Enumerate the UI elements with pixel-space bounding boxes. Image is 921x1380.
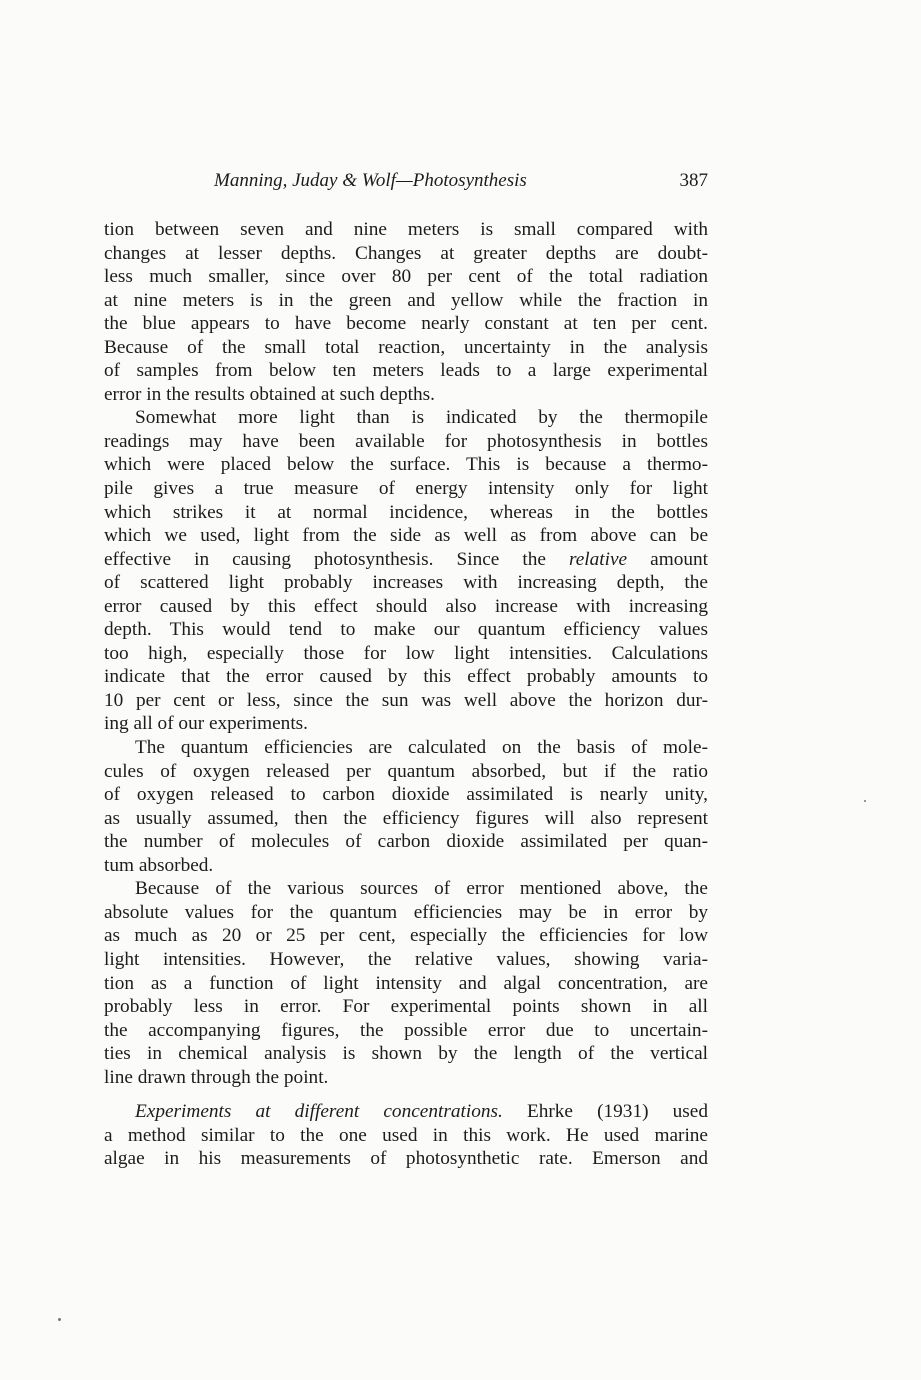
- text-line: readings may have been available for photosynthesis in bottles: [104, 430, 708, 452]
- text-segment: amount: [650, 548, 708, 570]
- text-line: error caused by this effect should also increase with increasing: [104, 595, 708, 617]
- text-line: of scattered light probably increases with increasing depth, the: [104, 572, 708, 594]
- text-line: The quantum efficiencies are calculated on the basis of mole-: [135, 737, 708, 759]
- text-line: [104, 1100, 708, 1124]
- text-line: of oxygen released to carbon dioxide assimilated is nearly unity,: [104, 784, 708, 806]
- text-segment: Ehrke (1931) used: [526, 1101, 708, 1123]
- scan-speck: [864, 800, 866, 802]
- text-line: absolute values for the quantum efficiencies may be in error by: [104, 901, 708, 923]
- text-line: [104, 548, 708, 572]
- text-line: line drawn through the point.: [104, 1066, 329, 1088]
- text-line: tum absorbed.: [104, 854, 214, 876]
- text-line: as much as 20 or 25 per cent, especially the efficiencies for low: [104, 925, 708, 947]
- text-line: tion between seven and nine meters is small compared with: [104, 219, 708, 240]
- scan-speck: [58, 1318, 61, 1321]
- text-line: which strikes it at normal incidence, whereas in the bottles: [104, 501, 708, 523]
- text-line: light intensities. However, the relative values, showing varia-: [104, 948, 708, 970]
- paragraph: [104, 218, 708, 406]
- text-line: of samples from below ten meters leads to a large experimental: [104, 360, 708, 382]
- paragraph: [104, 1100, 708, 1171]
- text-line: the accompanying figures, the possible error due to uncertain-: [104, 1019, 708, 1041]
- text-line: a method similar to the one used in this work. He used marine: [104, 1124, 708, 1146]
- text-line: ing all of our experiments.: [104, 713, 309, 735]
- text-line: too high, especially those for low light intensities. Calculations: [104, 642, 708, 664]
- paragraph: [104, 877, 708, 1089]
- text-line: Because of the small total reaction, uncertainty in the analysis: [104, 336, 708, 358]
- text-line: 10 per cent or less, since the sun was well above the horizon dur-: [104, 689, 708, 711]
- text-line: the number of molecules of carbon dioxide assimilated per quan-: [104, 831, 708, 853]
- text-line: which were placed below the surface. This is because a thermo-: [104, 454, 708, 476]
- emphasis-text: relative: [568, 548, 628, 570]
- text-line: at nine meters is in the green and yellow while the fraction in: [104, 289, 708, 311]
- text-line: less much smaller, since over 80 per cent of the total radiation: [104, 266, 708, 288]
- text-line: pile gives a true measure of energy intensity only for light: [104, 478, 708, 500]
- text-line: which we used, light from the side as well as from above can be: [104, 525, 708, 547]
- text-line: as usually assumed, then the efficiency figures will also represent: [104, 807, 708, 829]
- text-line: Somewhat more light than is indicated by the thermopile: [135, 407, 708, 429]
- running-header: [104, 170, 708, 196]
- text-line: error in the results obtained at such depths.: [104, 383, 435, 405]
- section-heading: Experiments at different concentrations.: [135, 1101, 503, 1123]
- paragraph: [104, 736, 708, 877]
- text-line: probably less in error. For experimental points shown in all: [104, 996, 708, 1018]
- text-line: algae in his measurements of photosynthetic rate. Emerson and: [104, 1148, 708, 1170]
- text-line: changes at lesser depths. Changes at greater depths are doubt-: [104, 242, 708, 264]
- text-line: depth. This would tend to make our quantum efficiency values: [104, 619, 708, 641]
- paragraph: [104, 406, 708, 736]
- text-line: cules of oxygen released per quantum absorbed, but if the ratio: [104, 760, 708, 782]
- text-line: ties in chemical analysis is shown by the length of the vertical: [104, 1043, 708, 1065]
- running-title: Manning, Juday & Wolf—Photosynthesis: [214, 170, 527, 191]
- text-line: tion as a function of light intensity and algal concentration, are: [104, 972, 708, 994]
- text-segment: effective in causing photosynthesis. Since the: [104, 548, 546, 570]
- page-number: 387: [679, 170, 708, 191]
- body-text: [104, 218, 708, 1171]
- text-line: the blue appears to have become nearly constant at ten per cent.: [104, 313, 708, 335]
- text-line: Because of the various sources of error mentioned above, the: [135, 878, 708, 900]
- text-line: indicate that the error caused by this effect probably amounts to: [104, 666, 708, 688]
